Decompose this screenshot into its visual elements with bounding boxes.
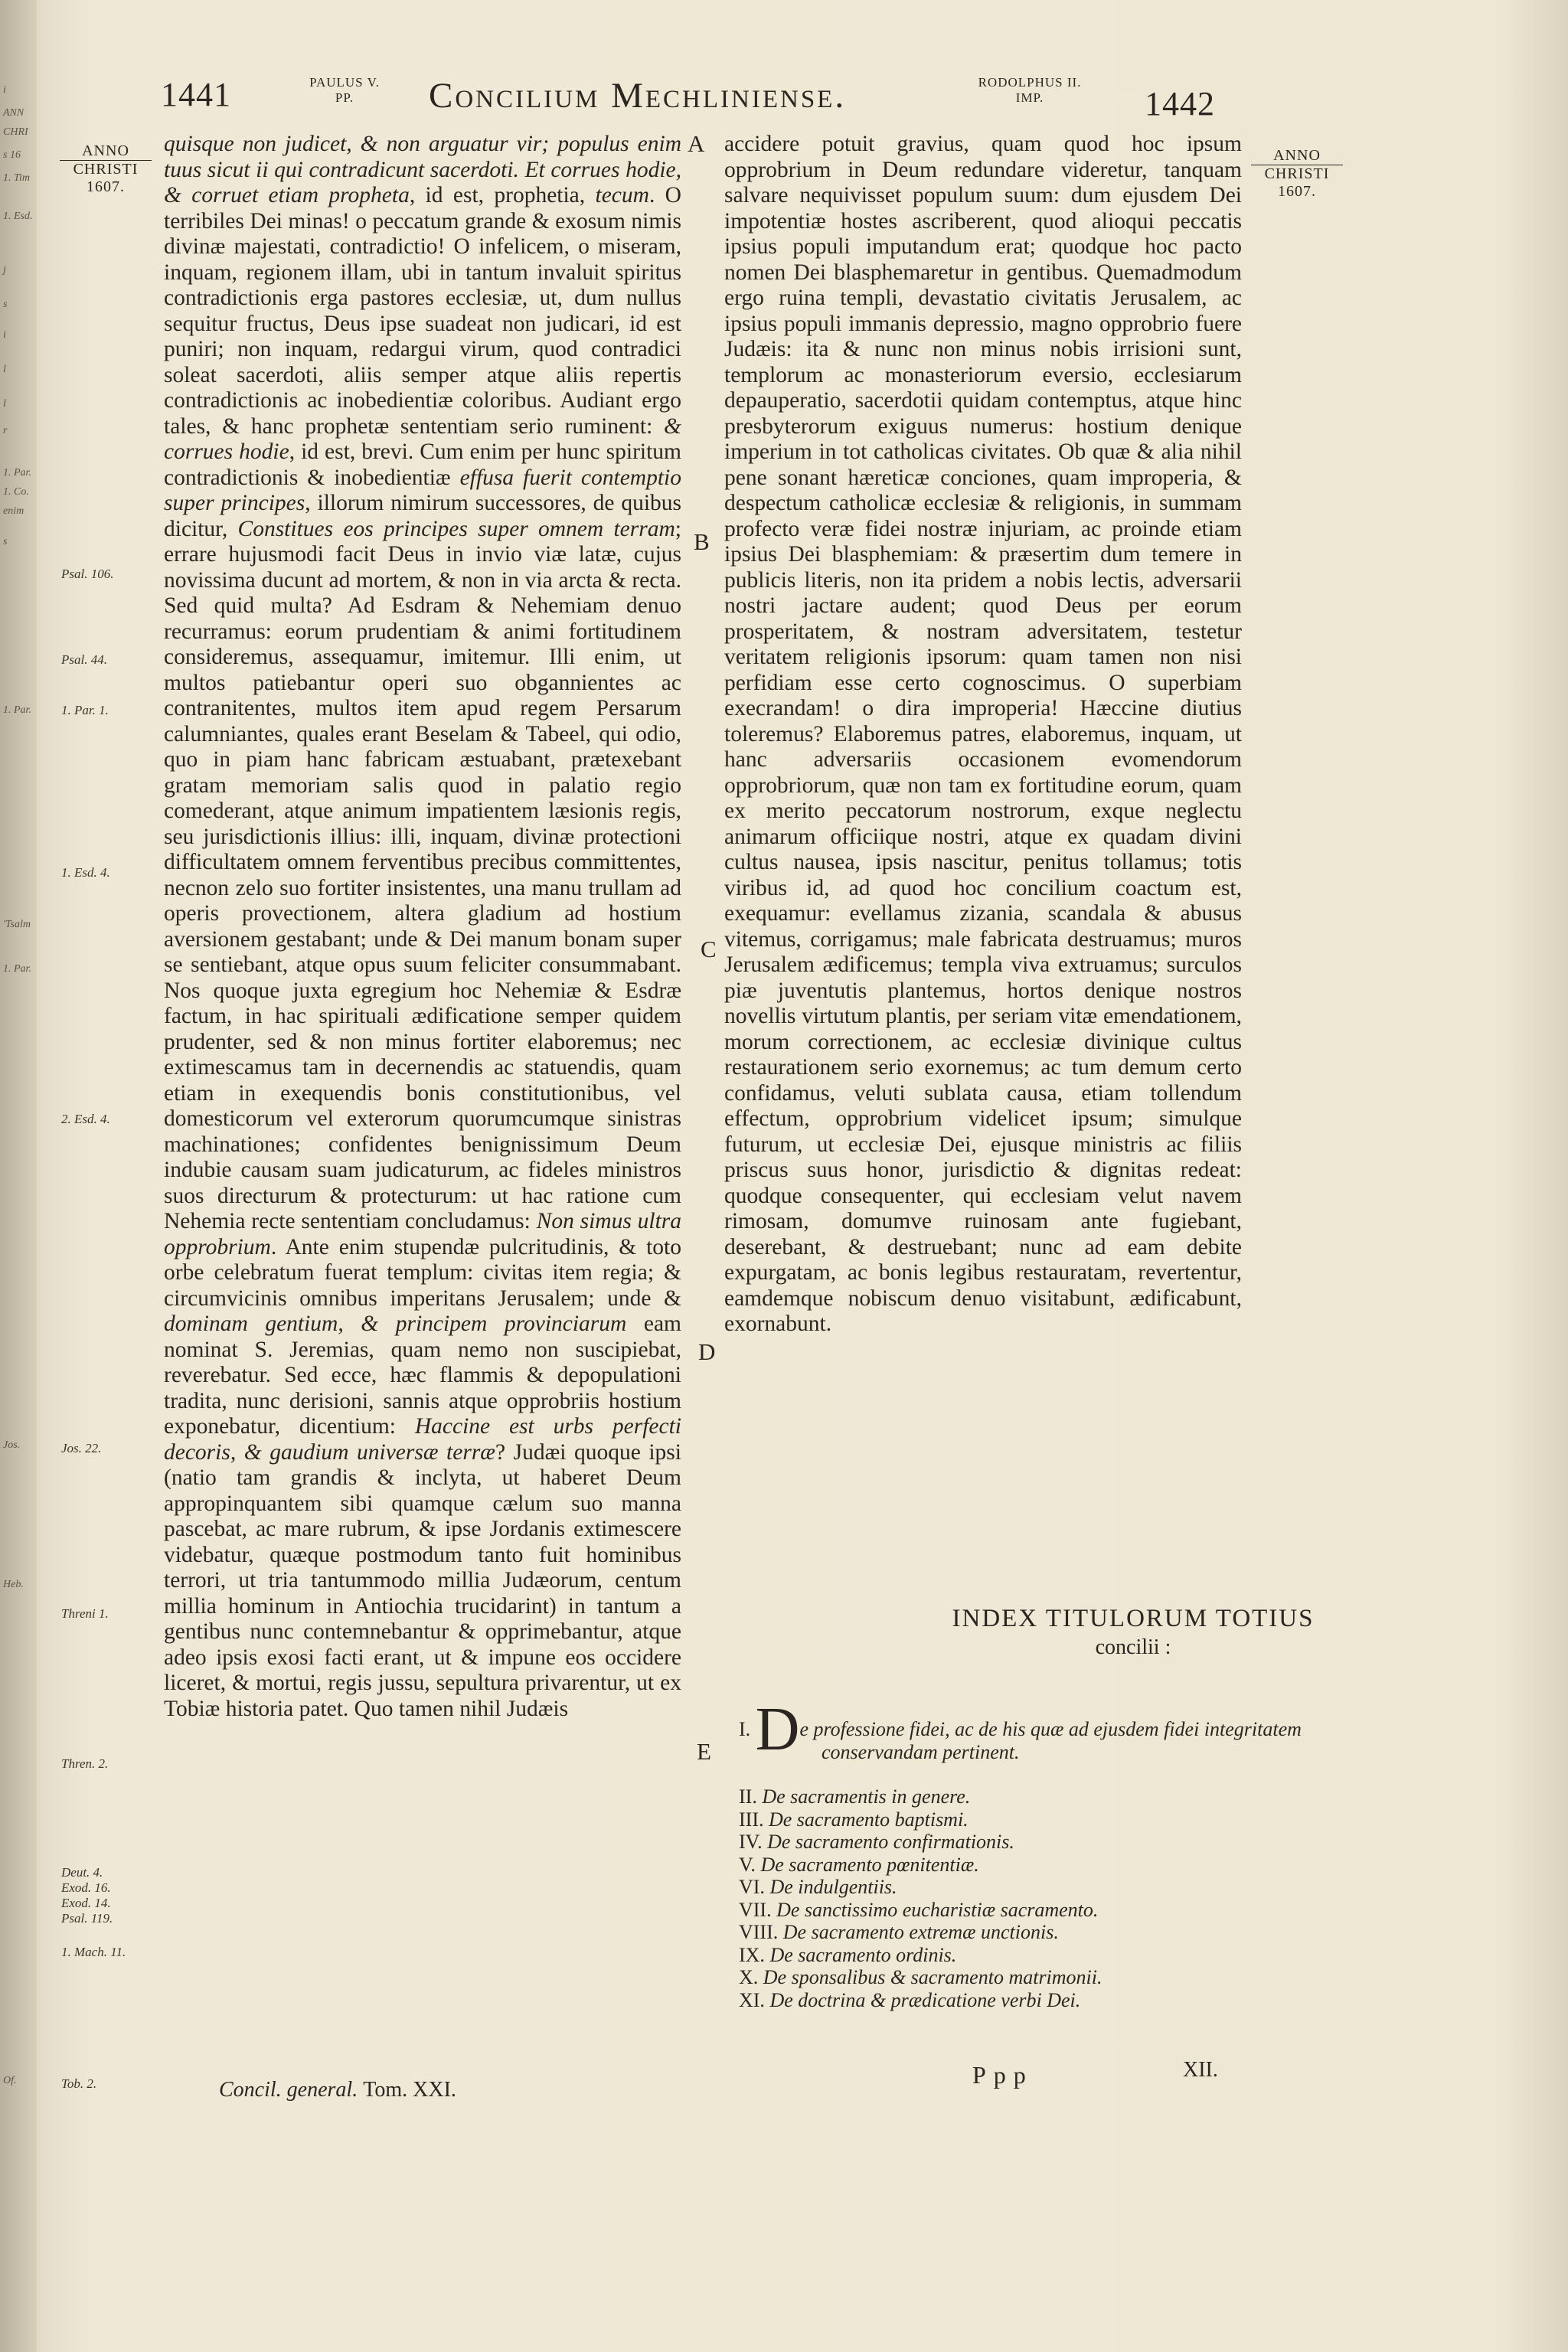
gutter-fragment: 1. Tim [3, 172, 31, 184]
gutter-fragment: 1. Par. [3, 467, 31, 479]
gutter-fragment: Heb. [3, 1579, 24, 1590]
gutter-fragment: s [3, 536, 8, 547]
adjacent-page-gutter [0, 0, 37, 2352]
index-item-number: VIII. [739, 1921, 779, 1943]
anno-christi-right [1251, 147, 1343, 201]
margin-note: Thren. 2. [61, 1756, 109, 1771]
right-text-column [724, 132, 1242, 1338]
signature-mark: Ppp [972, 2061, 1034, 2089]
page-title: Concilium Mechliniense. [429, 76, 847, 116]
index-item-number: XI. [739, 1988, 765, 2011]
gutter-fragment: j [3, 264, 6, 276]
index-item [739, 1899, 1535, 1922]
index-item [739, 1831, 1535, 1854]
left-text-column [164, 132, 681, 1722]
index-item-text: De doctrina & prædicatione verbi Dei. [769, 1988, 1081, 2011]
index-item-text: De sacramentis in genere. [762, 1785, 971, 1808]
gutter-fragment: 1. Co. [3, 486, 29, 498]
margin-note: Jos. 22. [61, 1441, 102, 1455]
section-mark-c: C [701, 936, 717, 962]
margin-note: Tob. 2. [61, 2076, 97, 2091]
anno-label: ANNO [1251, 147, 1343, 165]
anno-christi: CHRISTI [73, 161, 139, 178]
index-item-text: De sacramento confirmationis. [767, 1831, 1014, 1853]
gutter-fragment: l [3, 398, 6, 410]
index-item [739, 1921, 1535, 1944]
index-item-text: De sacramento pœnitentiæ. [760, 1853, 979, 1876]
margin-note: Psal. 44. [61, 652, 107, 667]
ruler-left-title: PP. [335, 90, 354, 105]
index-item-number: I. [739, 1718, 751, 1740]
footer-concil: Concil. general. [219, 2078, 358, 2102]
margin-note: 1. Mach. 11. [61, 1945, 126, 1959]
index-item [739, 1785, 1535, 1808]
catchword: XII. [1183, 2058, 1218, 2082]
margin-note: Threni 1. [61, 1606, 109, 1621]
index-item-text: De indulgentiis. [769, 1876, 897, 1898]
index-item-number: VI. [739, 1876, 765, 1898]
dropcap-letter: D [755, 1696, 800, 1763]
anno-year: 1607. [87, 178, 125, 195]
index-subtitle: concilii : [1095, 1635, 1171, 1659]
index-item-text: De sacramento ordinis. [769, 1943, 957, 1966]
margin-note: Exod. 14. [61, 1896, 111, 1910]
index-item-text: De sacramento extremæ unctionis. [782, 1921, 1059, 1943]
margin-note: Psal. 106. [61, 567, 114, 581]
index-item-number: X. [739, 1966, 759, 1988]
index-item [739, 1989, 1535, 2012]
ruler-right-name: RODOLPHUS II. [978, 75, 1082, 90]
margin-note: 1. Par. 1. [61, 703, 109, 717]
margin-note: 1. Esd. 4. [61, 865, 110, 880]
anno-christi: CHRISTI [1264, 165, 1330, 182]
gutter-fragment: Jos. [3, 1439, 21, 1451]
gutter-fragment: 1. Par. [3, 704, 31, 716]
section-mark-b: B [694, 528, 710, 555]
section-mark-d: D [698, 1338, 716, 1365]
margin-note: Deut. 4. [61, 1865, 103, 1880]
index-item [739, 1854, 1535, 1877]
gutter-fragment: s 16 [3, 149, 21, 161]
ruler-left [295, 75, 394, 106]
ruler-left-name: PAULUS V. [309, 75, 380, 90]
anno-christi-left [60, 142, 152, 196]
ruler-right [961, 75, 1099, 106]
index-item-number: IV. [739, 1831, 763, 1853]
gutter-fragment: 1. Esd. [3, 211, 33, 222]
index-list [739, 1696, 1535, 2011]
margin-note: Exod. 16. [61, 1880, 111, 1895]
running-header [0, 69, 1568, 130]
index-item-text: De sponsalibus & sacramento matrimonii. [763, 1966, 1102, 1988]
gutter-fragment: l [3, 364, 6, 375]
paragraph: accidere potuit gravius, quam quod hoc ipsum opprobrium in Deum redundare videretur, tanquam salvare nequivisset populum suum: dum ejusdem Dei impotentiæ hostes ascriberent, quod alioqui peccatis ipsius populi imputandum erat; quodque hoc pacto nomen Dei blasphemaretur in gentibus. Quemadmodum ergo ruina templi, devastatio civitatis Jerusalem, ac ipsius populi immanis depressio, magno opprobrio fuere Judæis: ita & nunc non minus nobis irrisioni sunt, templorum ac monasteriorum eversio, ecclesiarum depauperatio, sacerdotii quidam contemptus, atque hinc presbyterorum exiguus numerus: hostium denique imperium in tot catholicas civitates. Ob quæ & alia nihil pene sonant hæreticæ conciones, quam improperia, & despectum catholicæ ecclesiæ & religionis, in summam profecto veræ fidei nostræ injuriam, ac proinde etiam ipsius Dei blasphemiam: & præsertim dum temere in publicis literis, non ita pridem a nobis lectis, adversarii nostri jactare audent; quod Deus per eorum prosperitatem, & nostram adversitatem, testetur veritatem religionis ipsorum: quam tamen non nisi perfidiam esse certo cognoscimus. O superbiam execrandam! o dira improperia! Hæccine diutius toleremus? Elaboremus patres, elaboremus, inquam, ut hanc adversariis occasionem evomendorum opprobriorum, quæ non tam ex fortitudine eorum, quam ex merito peccatorum nostrorum, exque neglectu animarum officiique nostri, atque ex quadam divini cultus nausea, ipsis nascitur, penitus tollamus; totis viribus id, ad quod hoc concilium coactum est, exequamur: evellamus zizania, scandala & abusus vitemus, corrigamus; male fabricata destruamus; muros Jerusalem ædificemus; templa viva extruamus; surculos piæ juventutis plantemus, hortos denique nostros novellis virtutum plantis, per seriam vitæ emendationem, morum correctionem, ac ecclesiæ divinique cultus restaurationem serio exornemus; ac tum demum certo confidamus, veluti sublata causa, etiam tollendum effectum, opprobrium videlicet ipsum; simulque futurum, ut ecclesiæ Dei, ejusque ministris ac filiis priscus suus honor, jurisdictio & dignitas redeat: quodque consequenter, qui ecclesiam velut navem rimosam, domumve ruinosam ante fugiebant, deserebant, & destruebant; nunc ad eam debite expurgatam, ac bonis legibus restauratam, revertentur, eamdemque nobiscum denuo visitabunt, ædificabunt, exornabunt. [724, 132, 1242, 1336]
gutter-fragment: CHRI [3, 126, 28, 138]
gutter-fragment: i [3, 329, 6, 341]
index-item-number: IX. [739, 1943, 765, 1966]
page-number-right: 1442 [1145, 85, 1215, 122]
margin-note: 2. Esd. 4. [61, 1112, 110, 1126]
gutter-fragment: 1. Par. [3, 963, 31, 975]
anno-year: 1607. [1278, 183, 1316, 200]
index-item [739, 1808, 1535, 1831]
index-item [739, 1966, 1535, 1989]
index-item-text: De sanctissimo eucharistiæ sacramento. [776, 1898, 1099, 1921]
index-item [739, 1696, 1312, 1785]
page-number-left: 1441 [161, 76, 231, 113]
index-item-number: V. [739, 1853, 756, 1876]
index-item [739, 1944, 1535, 1967]
footer-volume [219, 2078, 456, 2102]
index-item-number: VII. [739, 1898, 772, 1921]
index-item [739, 1876, 1535, 1899]
section-mark-a: A [688, 130, 705, 157]
ruler-right-title: IMP. [1015, 90, 1044, 105]
gutter-fragment: ANN [3, 107, 24, 119]
gutter-fragment: 'Tsalm [3, 919, 31, 930]
gutter-fragment: enim [3, 505, 24, 517]
gutter-fragment: r [3, 425, 8, 436]
anno-label: ANNO [60, 142, 152, 161]
footer-tom: Tom. XXI. [363, 2078, 456, 2102]
section-mark-e: E [697, 1738, 711, 1765]
index-item-number: III. [739, 1808, 764, 1831]
paragraph: quisque non judicet, & non arguatur vir; populus enim tuus sicut ii qui contradicunt sacerdoti. Et corrues hodie, & corruet etiam propheta, id est, prophetia, tecum. O terribiles Dei minas! o peccatum grande & exosum nimis divinæ majestati, contradictio! O infelicem, o miseram, inquam, regionem illam, ubi in tantum invaluit spiritus contradictionis erga pastores ecclesiæ, ut, dum nullus sequitur fructus, Deus ipse suadeat non judicari, id est puniri; non inquam, redargui virum, quod contradici soleat sacerdoti, aliis semper atque aliis repertis contradictionis ac inobedientiæ coloribus. Audiant ergo tales, & hanc prophetæ sententiam serio ruminent: & corrues hodie, id est, brevi. Cum enim per hunc spiritum contradictionis & inobedientiæ effusa fuerit contemptio super principes, illorum nimirum successores, de quibus dicitur, Constitues eos principes super omnem terram; errare hujusmodi facit Deus in invio viæ latæ, cujus novissima ducunt ad mortem, & non in via arcta & recta. Sed quid multa? Ad Esdram & Nehemiam denuo recurramus: eorum prudentiam & animi fortitudinem consideremus, assequamur, imitemur. Illi enim, ut multos patiebantur operi suo obgannientes ac contranitentes, multos item apud regem Persarum calumniantes, quales erant Beselam & Tabeel, qui odio, quo in piam hanc fabricam æstuabant, prætexebant gratam memoriam salis quod in palatio regio comederant, atque animum impatientem læsionis regis, seu jurisdictionis illius: illi, inquam, divinæ protectioni difficultatem omnem ferventibus precibus committentes, necnon zelo suo fortiter insistentes, una manu trullam ad operis provectionem, altera gladium ad hostium aversionem gestabant; unde & Dei manum bonam super se sentiebant, atque opus suum feliciter consummabant. Nos quoque juxta egregium hoc Nehemiæ & Esdræ factum, in hac spirituali ædificatione semper quidem prudenter, sed & non minus fortiter elaboremus; nec extimescamus tam in decernendis ac statuendis, quam etiam in exequendis bonis constitutionibus, vel domesticorum vel exterorum quorumcumque sinistras machinationes; confidentes benignissimum Deum indubie causam suam judicaturum, ac fideles ministros suos directurum & protecturum: ut hac ratione cum Nehemia recte sententiam concludamus: Non simus ultra opprobrium. Ante enim stupendæ pulcritudinis, & toto orbe celebratum fuerat templum: civitas item regia; & circumvicinis omnibus imperitans Jerusalem; unde & dominam gentium, & principem provinciarum eam nominat S. Jeremias, quam nemo non suscipiebat, reverebatur. Sed ecce, hæc flammis & depopulationi tradita, nunc derisioni, sannis atque opprobriis hostium exponebatur, dicentium: Haccine est urbs perfecti decoris, & gaudium universæ terræ? Judæi quoque ipsi (natio tam grandis & inclyta, ut haberet Deum appropinquantem sibi quamque cælum suo manna pascebat, ac mare rubrum, & ipse Jordanis extimescere videbatur, quæque postmodum tanto fuit hominibus terrori, ut tria tantummodo millia Judæorum, centum millia hominum in Antiochia trucidarint) in tantum a gentibus nunc contemnebantur & opprimebantur, atque adeo ipsis exosi facti erant, ut & impune eos occidere liceret, & mortui, regis jussu, sepultura privarentur, ut ex Tobiæ historia patet. Quo tamen nihil Judæis [164, 132, 682, 1721]
index-item-number: II. [739, 1785, 757, 1808]
gutter-fragment: i [3, 84, 6, 96]
gutter-fragment: Of. [3, 2075, 17, 2086]
margin-note: Psal. 119. [61, 1911, 113, 1926]
gutter-fragment: s [3, 299, 8, 310]
index-item-text: De sacramento baptismi. [768, 1808, 969, 1831]
index-item-text: e professione fidei, ac de his quæ ad ejusdem fidei integritatem conservandam pertinent. [799, 1718, 1302, 1763]
index-title: INDEX TITULORUM TOTIUS [952, 1605, 1315, 1632]
